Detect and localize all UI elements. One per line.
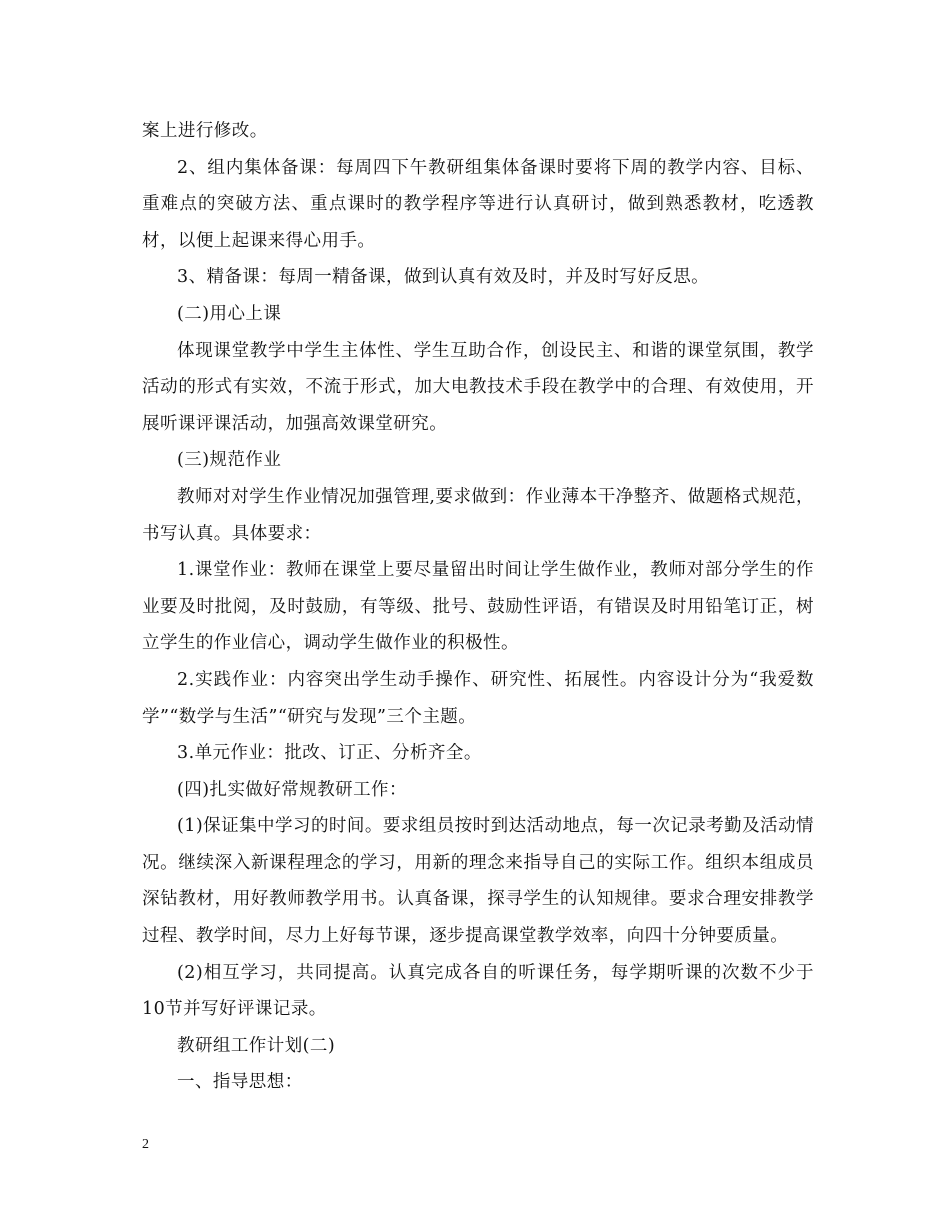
heading-work-plan-two: 教研组工作计划(二): [177, 1035, 336, 1056]
paragraph-continuation: 案上进行修改。: [142, 121, 268, 141]
paragraph-fine-lesson-prep: 3、精备课：每周一精备课，做到认真有效及时，并及时写好反思。: [177, 267, 710, 288]
page-number: 2: [142, 1137, 149, 1152]
document-body: [142, 113, 814, 1101]
paragraph-unit-homework: 3.单元作业：批改、订正、分析齐全。: [177, 743, 482, 764]
paragraph-practice-homework: 2.实践作业：内容突出学生动手操作、研究性、拓展性。内容设计分为“我爱数学”“数学与生活”“研究与发现”三个主题。: [142, 669, 814, 727]
paragraph-homework-management: 教师对对学生作业情况加强管理,要求做到：作业薄本干净整齐、做题格式规范，书写认真。具体要求：: [142, 486, 814, 544]
heading-standard-homework: (三)规范作业: [177, 450, 282, 471]
paragraph-classroom-teaching: 体现课堂教学中学生主体性、学生互助合作，创设民主、和谐的课堂氛围，教学活动的形式有实效，不流于形式，加大电教技术手段在教学中的合理、有效使用，开展听课评课活动，加强高效课堂研究。: [142, 340, 814, 434]
heading-routine-research: (四)扎实做好常规教研工作：: [177, 779, 407, 800]
paragraph-study-time: (1)保证集中学习的时间。要求组员按时到达活动地点，每一次记录考勤及活动情况。继续深入新课程理念的学习，用新的理念来指导自己的实际工作。组织本组成员深钻教材，用好教师教学用书。认真备课，探寻学生的认知规律。要求合理安排教学过程、教学时间，尽力上好每节课，逐步提高课堂教学效率，向四十分钟要质量。: [142, 816, 814, 947]
heading-attentive-teaching: (二)用心上课: [177, 303, 282, 324]
heading-guiding-ideology: 一、指导思想：: [177, 1072, 303, 1093]
paragraph-group-lesson-prep: 2、组内集体备课：每周四下午教研组集体备课时要将下周的教学内容、目标、重难点的突破方法、重点课时的教学程序等进行认真研讨，做到熟悉教材，吃透教材，以便上起课来得心用手。: [142, 157, 814, 251]
paragraph-classroom-homework: 1.课堂作业：教师在课堂上要尽量留出时间让学生做作业，教师对部分学生的作业要及时批阅，及时鼓励，有等级、批号、鼓励性评语，有错误及时用铅笔订正，树立学生的作业信心，调动学生做作业的积极性。: [142, 560, 814, 654]
paragraph-mutual-learning: (2)相互学习，共同提高。认真完成各自的听课任务，每学期听课的次数不少于10节并写好评课记录。: [142, 962, 814, 1020]
